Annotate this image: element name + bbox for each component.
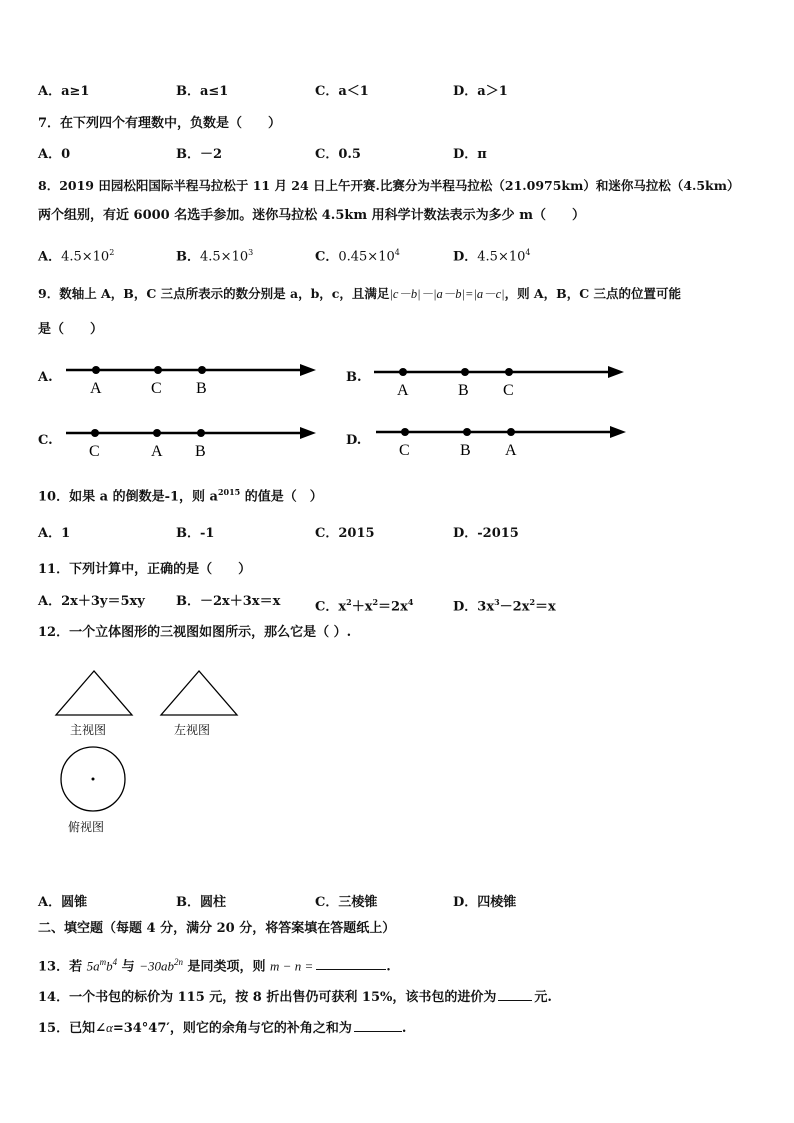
q9-number-line-c xyxy=(62,419,322,463)
section-2-heading: 二、填空题（每题 4 分，满分 20 分，将答案填在答题纸上） xyxy=(38,921,396,936)
q6-option-c: C．a＜1 xyxy=(315,84,369,99)
q9-number-line-d xyxy=(372,418,632,462)
q9-d-point-3: A xyxy=(505,442,517,459)
q12-side-view-triangle xyxy=(159,668,239,718)
q9-a-point-3: B xyxy=(196,380,207,397)
q12-front-view-label: 主视图 xyxy=(70,723,107,737)
q13-stem: 13．若 $5a^mb^4$ 与 $-30ab^{2n}$ 是同类项，则 m − n = . xyxy=(38,957,391,975)
q9-a-point-1: A xyxy=(90,380,102,397)
q10-option-c: C．2015 xyxy=(315,526,375,541)
q15-answer-blank[interactable] xyxy=(354,1019,402,1032)
q10-option-b: B．-1 xyxy=(176,526,215,541)
q10-stem: 10．如果 a 的倒数是-1，则 $a^{2015}$ 的值是（ ） xyxy=(38,487,323,505)
q9-condition: |c－b|－|a－b|=|a－c| xyxy=(389,287,505,301)
q8-line1: 8．2019 田园松阳国际半程马拉松于 11 月 24 日上午开赛.比赛分为半程马拉松（21.0975km）和迷你马拉松（4.5km） xyxy=(38,178,740,193)
q9-c-point-1: C xyxy=(89,443,100,460)
q10-option-a: A．1 xyxy=(38,526,71,541)
q7-option-b: B．－2 xyxy=(176,147,223,162)
q10-option-d: D．-2015 xyxy=(453,526,519,541)
q14-answer-blank[interactable] xyxy=(498,988,532,1001)
q8-option-c: C．$0.45\times 10^4$ xyxy=(315,248,400,265)
q9-d-point-2: B xyxy=(460,442,471,459)
q15-stem: 15．已知∠α=34°47′，则它的余角与它的补角之和为 . xyxy=(38,1020,407,1036)
q9-b-point-2: B xyxy=(458,382,469,399)
q8-option-b: B．$4.5\times 10^3$ xyxy=(176,248,254,265)
q11-option-c: C．$x^2+x^2=2x^4$ xyxy=(315,597,414,615)
q9-a-point-2: C xyxy=(151,380,162,397)
q12-option-b: B．圆柱 xyxy=(176,895,226,910)
q7-option-d: D．π xyxy=(453,147,487,162)
q12-option-d: D．四棱锥 xyxy=(453,895,517,910)
q8-option-d: D．$4.5\times 10^4$ xyxy=(453,248,531,265)
q7-option-c: C．0.5 xyxy=(315,147,361,162)
q9-b-point-1: A xyxy=(397,382,409,399)
q11-option-a: A．2x＋3y＝5xy xyxy=(38,594,145,609)
q6-option-a: A．a≥1 xyxy=(38,84,90,99)
q9-stem: 9．数轴上 A，B，C 三点所表示的数分别是 a，b，c，且满足|c－b|－|a－b|=|a－c|，则 A，B，C 三点的位置可能 xyxy=(38,286,681,301)
q11-option-b: B．－2x＋3x＝x xyxy=(176,594,281,609)
q12-top-view-label: 俯视图 xyxy=(68,820,105,834)
q11-stem: 11．下列计算中，正确的是（ ） xyxy=(38,562,252,577)
q9-option-c-label: C. xyxy=(38,433,53,448)
q9-c-point-3: B xyxy=(195,443,206,460)
q12-stem: 12．一个立体图形的三视图如图所示，那么它是（ ）. xyxy=(38,625,352,640)
q14-stem: 14．一个书包的标价为 115 元，按 8 折出售仍可获利 15%，该书包的进价为 元. xyxy=(38,990,552,1005)
q9-number-line-a xyxy=(62,356,322,400)
q12-option-a: A．圆锥 xyxy=(38,895,88,910)
q12-side-view-label: 左视图 xyxy=(174,723,211,737)
q12-front-view-triangle xyxy=(54,668,134,718)
q7-stem: 7．在下列四个有理数中，负数是（ ） xyxy=(38,116,282,131)
q9-line2: 是（ ） xyxy=(38,322,104,337)
q6-option-d: D．a＞1 xyxy=(453,84,508,99)
q8-option-a: A．$4.5\times 10^2$ xyxy=(38,248,115,265)
q12-top-view-circle xyxy=(58,745,128,815)
q11-option-d: D．$3x^3-2x^2=x$ xyxy=(453,597,556,615)
q13-answer-blank[interactable] xyxy=(316,957,386,970)
q9-number-line-b xyxy=(370,358,630,402)
q7-option-a: A．0 xyxy=(38,147,71,162)
q6-option-b: B．a≤1 xyxy=(176,84,229,99)
q9-option-d-label: D. xyxy=(346,433,362,448)
q9-option-a-label: A. xyxy=(38,370,53,385)
q9-d-point-1: C xyxy=(399,442,410,459)
q9-c-point-2: A xyxy=(151,443,163,460)
q8-line2: 两个组别，有近 6000 名选手参加。迷你马拉松 4.5km 用科学计数法表示为多少 m（ ） xyxy=(38,208,585,223)
q12-option-c: C．三棱锥 xyxy=(315,895,378,910)
q9-option-b-label: B. xyxy=(346,370,362,385)
q9-b-point-3: C xyxy=(503,382,514,399)
